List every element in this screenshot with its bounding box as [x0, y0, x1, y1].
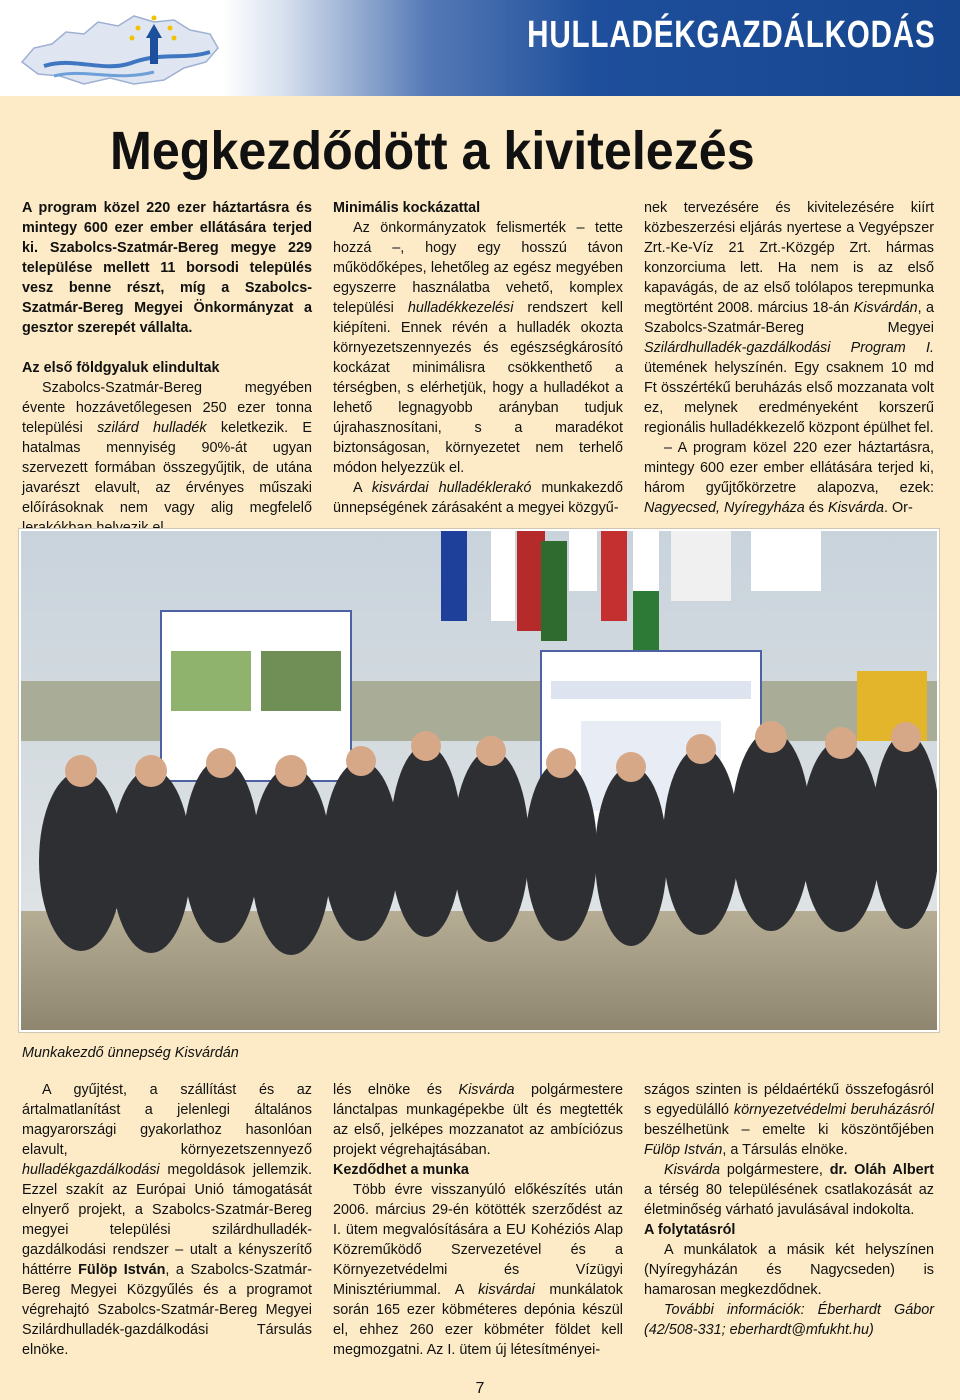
article-column-3 — [644, 198, 934, 518]
paragraph-outdated-practice: A gyűjtést, a szállítást és az ártalmatlanítást a jelenlegi általános magyarországi gyakorlathoz hasonlóan elavult, környezetszennyező hulladékgazdálkodási megoldások jellemzik. Ezzel szakít az Európai Unió támogatását elnyerő projekt, a Szabolcs-Szatmár-Bereg megyei települési szilárdhulladék-gazdálkodási rendszer – utalt a kényszerítő háttérre Fülöp István, a Szabolcs-Szatmár-Bereg Megyei Közgyűlés és a programot végrehajtó Szabolcs-Szatmár-Bereg Megyei Szilárdhulladék-gazdálkodási Társulás elnöke. — [22, 1082, 313, 1358]
paragraph-consortium: nek tervezésére és kivitelezésére kiírt közbeszerzési eljárás nyertese a Vegyépszer Zrt.-Ke-Víz 21 Zrt.-Közgép Zrt. hármas konzorciuma lett. Ha nem is az első kapavágás, de az első tolólapos terepmunka megtörtént 2008. március 18-án Kisvárdán, a Szabolcs-Szatmár-Bereg Megyei Szilárdhulladék-gazdálkodási Program I. ütemének helyszínén. Egy csaknem 10 md Ft összértékű beruházás első mozzanata volt ez, melynek eredményeként korszerű regionális hulladékkezelő központ épülhet fel. — [644, 200, 934, 436]
paragraph-next-sites: A munkálatok a másik két helyszínen (Nyíregyházán és Nagycseden) is hamarosan megkezdődnek. — [644, 1242, 934, 1298]
article-column-6 — [644, 1080, 934, 1340]
photo-caption: Munkakezdő ünnepség Kisvárdán — [22, 1045, 239, 1061]
paragraph-ceremony: A kisvárdai hulladéklerakó munkakezdő ünnepségének zárásaként a megyei közgyű- — [333, 480, 623, 516]
paragraph-municipalities: Az önkormányzatok felismerték – tette hozzá –, hogy egy hosszú távon működőképes, lehetőleg az egész megyében egyszerre használatba vehető, komplex települési hulladékkezelési rendszert kell kiépíteni. Ennek révén a hulladék okozta környezetszennyezés és egészségkárosító kockázat minimálisra csökkenthető a térségben, s elérhetjük, hogy a hulladékot a lehető legnagyobb arányban tudjuk újrahasznosítani, s a maradékot biztonságosan, környezetet nem terhelő módon helyezzük el. — [333, 220, 623, 476]
contact-info: További információk: Éberhardt Gábor (42/508-331; eberhardt@mfukht.hu) — [644, 1302, 934, 1338]
paragraph-cooperation: szágos szinten is példaértékű összefogásról s egyedülálló környezetvédelmi beruházásról beszélhetünk – emelte ki köszöntőjében Fülöp István, a Társulás elnöke. — [644, 1082, 934, 1158]
article-column-2 — [333, 198, 623, 518]
subheading-minimal-risk: Minimális kockázattal — [333, 200, 481, 216]
section-title: HULLADÉKGAZDÁLKODÁS — [527, 14, 936, 56]
paragraph-waste-volume: Szabolcs-Szatmár-Bereg megyében évente hozzávetőlegesen 250 ezer tonna települési szilárd hulladék keletkezik. E hatalmas mennyiség 90%-át ugyan szervezett formában összegyűjtik, de utána javarészt elavult, az érvényes műszaki előírásoknak nem vagy alig megfelelő — [22, 380, 312, 516]
article-column-1 — [22, 198, 312, 538]
page-number: 7 — [475, 1380, 485, 1397]
article-headline: Megkezdődött a kivitelezés — [110, 121, 755, 181]
article-column-5 — [333, 1080, 623, 1360]
region-map-logo-icon — [14, 4, 224, 94]
paragraph-contract: Több évre visszanyúló előkészítés után 2006. március 29-én kötötték szerződést az I. ütem megvalósítására a EU Kohéziós Alap Közreműködő Szervezetével és a Környezetvédelmi és Vízügyi Minisztériummal. A kisvárdai munkálatok során 165 ezer köbméteres depónia készül el, ehhez 260 ezer köbméter földet kell megmozgatni. Az I. ütem új létesítményei- — [333, 1182, 624, 1358]
article-lead: A program közel 220 ezer háztartásra és mintegy 600 ezer ember ellátására terjed ki. Szabolcs-Szatmár-Bereg megye 229 települése mellett 11 borsodi település vesz benne részt, míg a Szabolcs-Szatmár-Bereg Megyei Önkormányzat a gesztor szerepét vállalta. — [22, 200, 312, 336]
ceremony-photo — [21, 531, 937, 1030]
subheading-continuation: A folytatásról — [644, 1222, 736, 1238]
paragraph-mayor: Kisvárda polgármestere, dr. Oláh Albert a térség 80 településének csatlakozását az életminőség várható javulásával indokolta. — [644, 1162, 935, 1218]
subheading-work-begins: Kezdődhet a munka — [333, 1162, 469, 1178]
article-column-4 — [22, 1080, 312, 1360]
subheading-first-graders: Az első földgyaluk elindultak — [22, 360, 220, 376]
section-banner — [222, 0, 960, 96]
paragraph-symbolic-start: lés elnöke és Kisvárda polgármestere lánctalpas munkagépekbe ült és megtették az első, jelképes mozzanatot az ambíciózus projekt végrehajtásában. — [333, 1082, 623, 1158]
paragraph-program-scope: – A program közel 220 ezer háztartásra, mintegy 600 ezer ember ellátására terjed ki, három gyűjtőkörzetre alapozva, ezek: Nagyecsed, Nyíregyháza és Kisvárda. Or- — [644, 440, 934, 516]
